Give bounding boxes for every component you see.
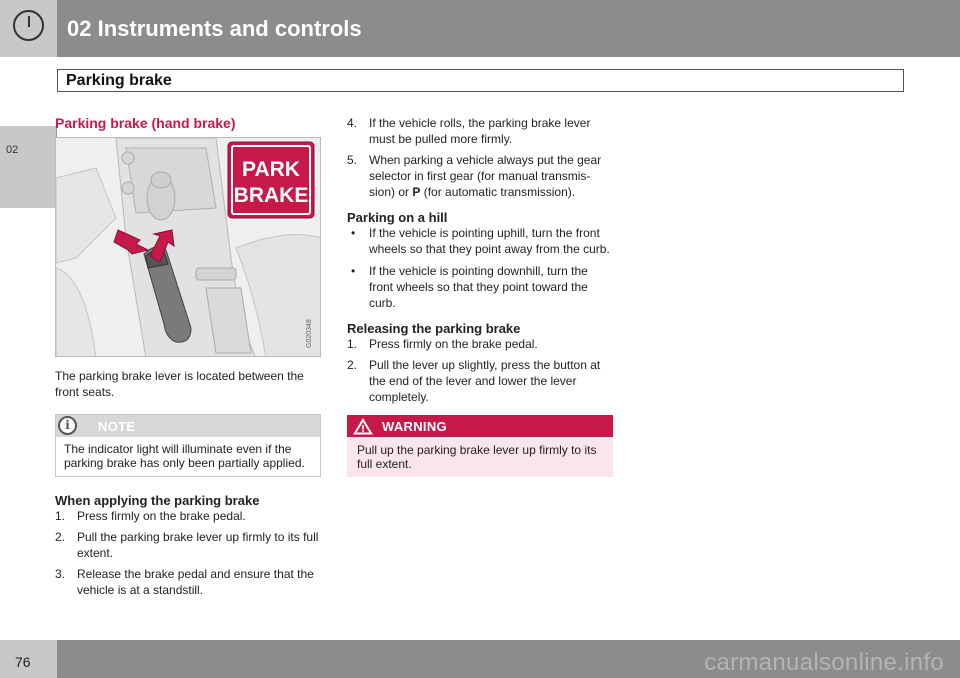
note-label: NOTE xyxy=(98,419,136,434)
list-item: 3. Release the brake pedal and ensure that the vehicle is at a standstill. xyxy=(55,567,314,597)
continued-steps xyxy=(347,115,613,200)
list-item: • If the vehicle is pointing downhill, turn the front wheels so that they point toward the curb. xyxy=(351,264,588,310)
chapter-title: 02 Instruments and controls xyxy=(67,16,362,41)
applying-steps xyxy=(55,508,321,598)
list-item: 5. When parking a vehicle always put the gear selector in first gear (for manual transmis-sion) or P (for automatic transmission). xyxy=(347,153,602,199)
chapter-header-bar xyxy=(0,0,960,57)
list-item: 2. Pull the lever up slightly, press the button at the end of the lever and lower the lever completely. xyxy=(347,358,601,404)
console-drawing xyxy=(56,138,321,357)
hill-list xyxy=(347,225,613,311)
main-heading: Parking brake (hand brake) xyxy=(55,115,236,131)
applying-heading: When applying the parking brake xyxy=(55,493,260,508)
note-box xyxy=(55,414,321,477)
bullet: • xyxy=(351,264,356,278)
footer-tab xyxy=(0,640,57,678)
info-icon: i xyxy=(58,416,77,435)
list-item: 4. If the vehicle rolls, the parking brake lever must be pulled more firmly. xyxy=(347,116,591,146)
list-item: • If the vehicle is pointing uphill, turn the front wheels so that they point away from the curb. xyxy=(351,226,610,256)
warning-text: Pull up the parking brake lever up firmly to its full extent. xyxy=(357,443,597,471)
park-sign-line2: BRAKE xyxy=(233,184,309,207)
park-sign-line1: PARK xyxy=(242,158,300,181)
page-number: 76 xyxy=(15,654,31,670)
parking-brake-illustration xyxy=(55,137,321,357)
warning-triangle-icon xyxy=(353,418,373,435)
left-column xyxy=(55,115,321,603)
right-column xyxy=(347,115,613,477)
hill-heading: Parking on a hill xyxy=(347,210,448,225)
list-item: 1. Press firmly on the brake pedal. xyxy=(347,337,538,351)
page-footer xyxy=(0,640,960,678)
note-header xyxy=(56,415,320,437)
side-tab-label: 02 xyxy=(6,144,19,156)
section-header xyxy=(57,69,904,92)
warning-header xyxy=(347,415,613,437)
warning-label: WARNING xyxy=(382,419,447,434)
figure-caption: The parking brake lever is located between the front seats. xyxy=(55,369,304,399)
chapter-side-tab xyxy=(0,126,57,208)
releasing-heading: Releasing the parking brake xyxy=(347,321,521,336)
warning-box xyxy=(347,415,613,477)
bullet: • xyxy=(351,226,356,240)
figure-code: G020348 xyxy=(306,319,313,348)
watermark: carmanualsonline.info xyxy=(704,649,944,676)
list-item: 1. Press firmly on the brake pedal. xyxy=(55,509,246,523)
chapter-icon-box xyxy=(0,0,57,57)
gauge-icon xyxy=(13,10,44,41)
section-title: Parking brake xyxy=(66,72,172,89)
list-item: 2. Pull the parking brake lever up firmly to its full extent. xyxy=(55,530,319,560)
releasing-steps xyxy=(347,336,613,405)
note-text: The indicator light will illuminate even if the parking brake has only been partially applied. xyxy=(64,442,305,470)
